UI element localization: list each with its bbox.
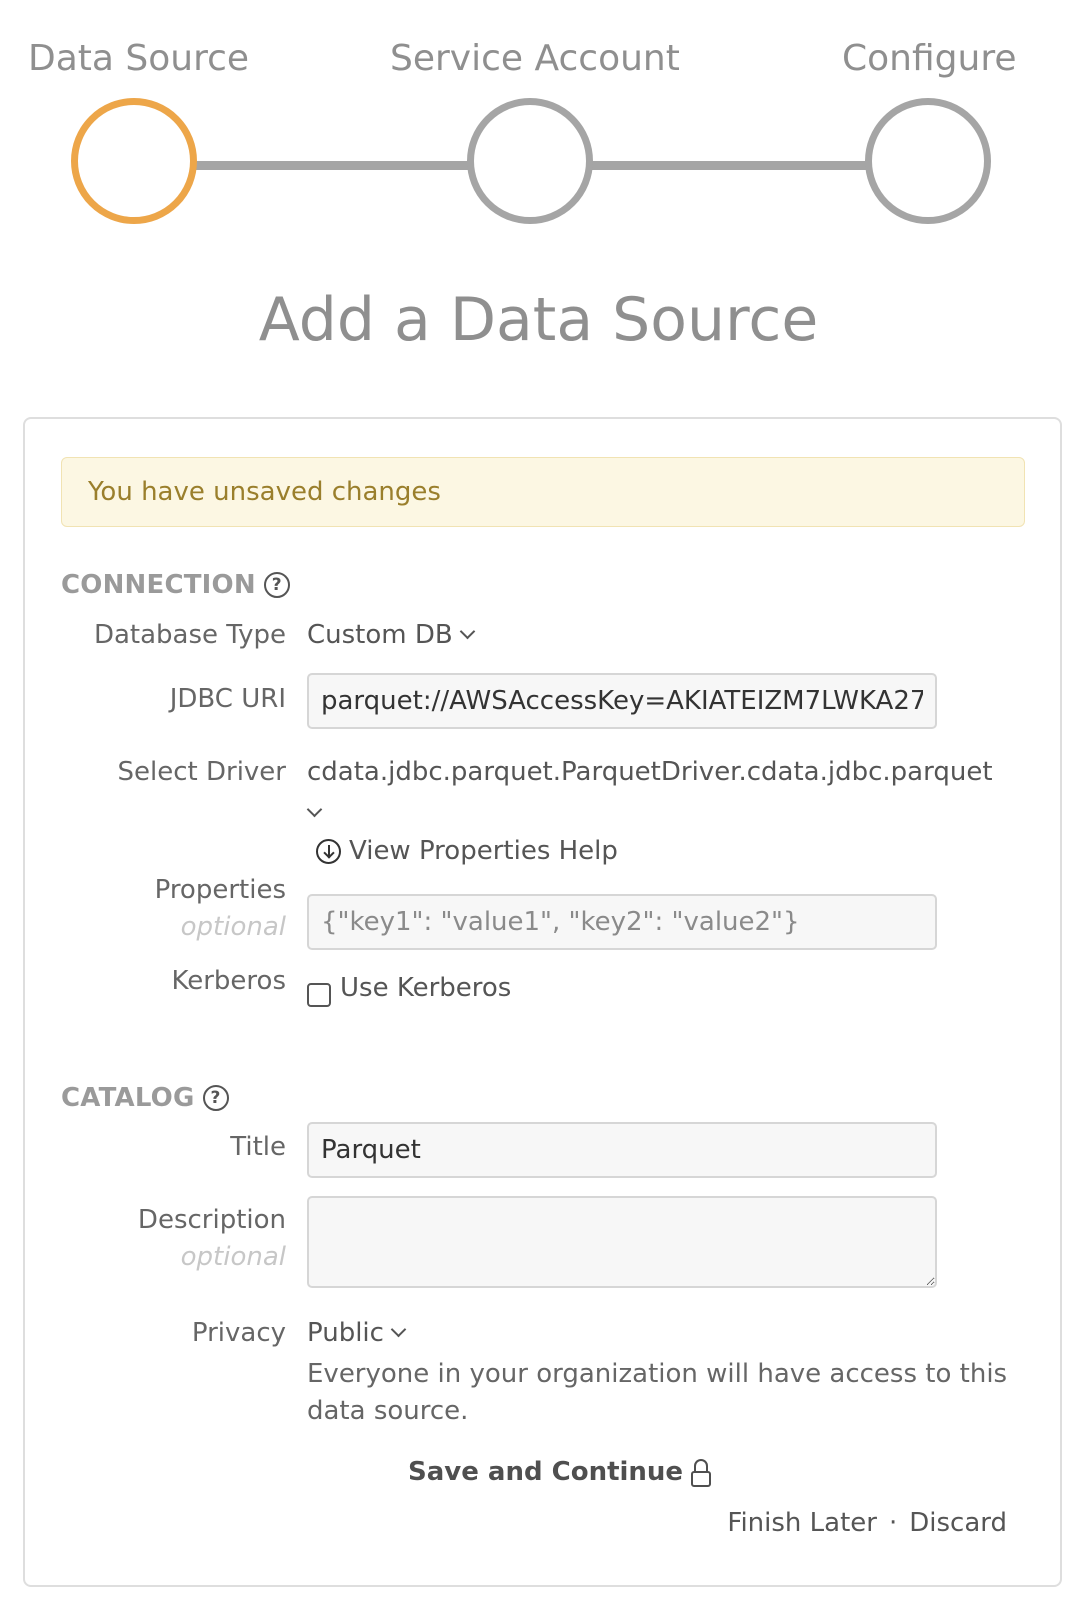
view-properties-help-text: View Properties Help [349, 836, 618, 866]
jdbc-uri-label: JDBC URI [169, 684, 286, 714]
privacy-value: Public [307, 1318, 384, 1348]
privacy-select[interactable] [307, 1318, 404, 1348]
discard-link[interactable]: Discard [909, 1508, 1007, 1538]
connection-help-icon[interactable]: ? [264, 572, 290, 598]
page-title: Add a Data Source [258, 285, 819, 355]
title-input[interactable] [307, 1122, 937, 1178]
description-textarea[interactable] [307, 1196, 937, 1288]
database-type-select[interactable] [307, 620, 473, 650]
step-connector-2 [592, 161, 872, 170]
step-label-data-source[interactable]: Data Source [28, 38, 250, 79]
properties-input[interactable] [307, 894, 937, 950]
select-driver-label: Select Driver [117, 757, 286, 787]
privacy-label: Privacy [191, 1318, 286, 1348]
driver-value: cdata.jdbc.parquet.ParquetDriver.cdata.jdbc.parquet [307, 757, 993, 787]
finish-later-link[interactable]: Finish Later [727, 1508, 877, 1538]
view-properties-help-link[interactable] [316, 836, 618, 866]
use-kerberos-checkbox[interactable] [307, 983, 331, 1007]
step-label-configure[interactable]: Configure [842, 38, 1017, 79]
properties-optional-hint: optional [180, 912, 286, 942]
catalog-section-heading [61, 1083, 229, 1113]
save-and-continue-button[interactable] [408, 1457, 711, 1487]
step-circle-service-account[interactable] [467, 98, 593, 224]
description-optional-hint: optional [180, 1242, 286, 1272]
step-connector-1 [196, 161, 474, 170]
use-kerberos-label[interactable]: Use Kerberos [340, 973, 512, 1003]
driver-select[interactable] [307, 757, 993, 787]
download-circle-icon [316, 839, 341, 864]
footer-links [727, 1508, 1007, 1538]
database-type-label: Database Type [93, 620, 286, 650]
title-label: Title [230, 1132, 286, 1162]
step-label-service-account[interactable]: Service Account [390, 38, 680, 79]
database-type-value: Custom DB [307, 620, 453, 650]
jdbc-uri-input[interactable] [307, 673, 937, 729]
chevron-down-icon [459, 624, 475, 640]
step-circle-configure[interactable] [865, 98, 991, 224]
privacy-description: Everyone in your organization will have access to this data source. [307, 1359, 1008, 1426]
lock-icon [691, 1459, 711, 1485]
connection-section-heading [61, 570, 290, 600]
catalog-help-icon[interactable]: ? [203, 1085, 229, 1111]
catalog-heading-text: CATALOG [61, 1083, 195, 1113]
step-circle-data-source[interactable] [71, 98, 197, 224]
kerberos-label: Kerberos [171, 966, 286, 996]
connection-heading-text: CONNECTION [61, 570, 256, 600]
properties-label: Properties [154, 875, 286, 905]
chevron-down-icon [391, 1322, 407, 1338]
save-and-continue-label: Save and Continue [408, 1457, 684, 1487]
link-separator: · [888, 1508, 898, 1538]
unsaved-changes-alert: You have unsaved changes [61, 457, 1025, 527]
description-label: Description [137, 1205, 286, 1235]
